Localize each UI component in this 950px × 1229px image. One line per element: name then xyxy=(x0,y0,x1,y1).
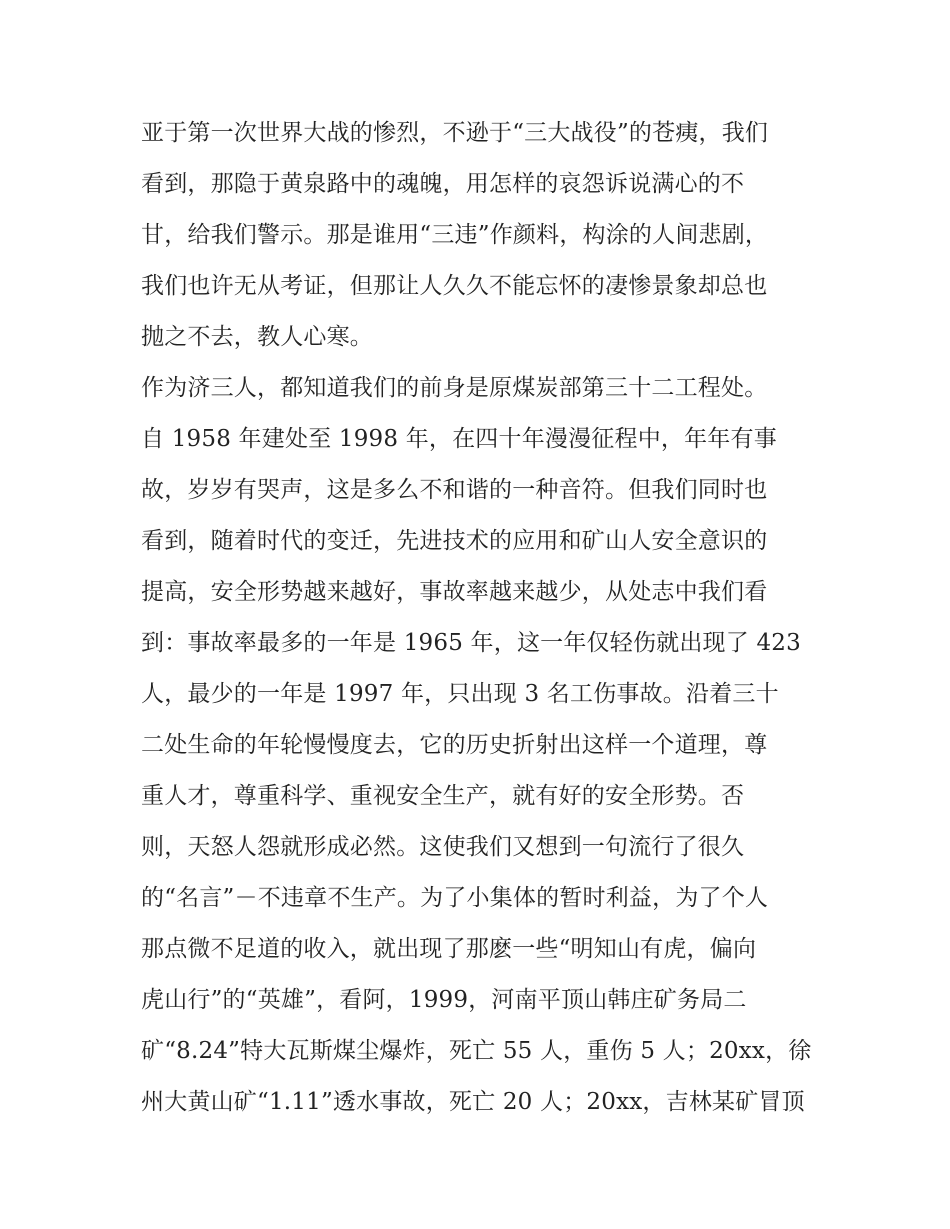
text-line: 自 1958 年建处至 1998 年，在四十年漫漫征程中，年年有事 xyxy=(141,426,777,452)
text-line: 虎山行”的“英雄”，看阿，1999，河南平顶山韩庄矿务局二 xyxy=(141,987,747,1013)
text-line: 则，天怒人怨就形成必然。这使我们又想到一句流行了很久 xyxy=(141,834,745,860)
text-line: 我们也许无从考证，但那让人久久不能忘怀的凄惨景象却总也 xyxy=(141,273,768,299)
text-line: 提高，安全形势越来越好，事故率越来越少，从处志中我们看 xyxy=(141,579,768,605)
text-line: 重人才，尊重科学、重视安全生产，就有好的安全形势。否 xyxy=(141,783,745,809)
text-line: 甘，给我们警示。那是谁用“三违”作颜料，构涂的人间悲剧， xyxy=(141,222,769,248)
text-line: 抛之不去，教人心寒。 xyxy=(141,324,373,350)
text-line: 人，最少的一年是 1997 年，只出现 3 名工伤事故。沿着三十 xyxy=(141,681,779,707)
text-line: 亚于第一次世界大战的惨烈，不逊于“三大战役”的苍痍，我们 xyxy=(141,120,769,146)
text-line: 看到，随着时代的变迁，先进技术的应用和矿山人安全意识的 xyxy=(141,528,768,554)
text-line: 矿“8.24”特大瓦斯煤尘爆炸，死亡 55 人，重伤 5 人；20xx，徐 xyxy=(141,1038,812,1064)
text-line: 看到，那隐于黄泉路中的魂魄，用怎样的哀怨诉说满心的不 xyxy=(141,171,745,197)
text-line: 的“名言”－不违章不生产。为了小集体的暂时利益，为了个人 xyxy=(141,885,769,911)
text-line: 州大黄山矿“1.11”透水事故，死亡 20 人；20xx，吉林某矿冒顶 xyxy=(141,1089,805,1115)
text-line: 到：事故率最多的一年是 1965 年，这一年仅轻伤就出现了 423 xyxy=(141,630,801,656)
text-line: 那点微不足道的收入，就出现了那麽一些“明知山有虎，偏向 xyxy=(141,936,757,962)
body-text xyxy=(141,108,813,1128)
text-line: 二处生命的年轮慢慢度去，它的历史折射出这样一个道理，尊 xyxy=(141,732,768,758)
text-line: 作为济三人，都知道我们的前身是原煤炭部第三十二工程处。 xyxy=(141,375,768,401)
text-line: 故，岁岁有哭声，这是多么不和谐的一种音符。但我们同时也 xyxy=(141,477,768,503)
